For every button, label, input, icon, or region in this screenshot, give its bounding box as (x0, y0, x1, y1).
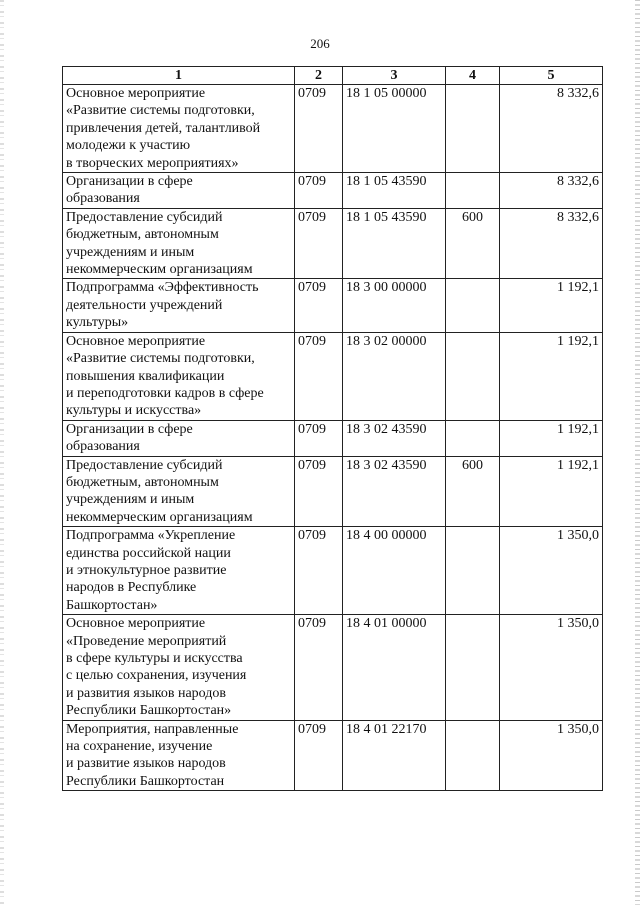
row-name-cell: Подпрограмма «Эффективность деятельности учреждений культуры» (63, 279, 295, 332)
row-name-cell: Основное мероприятие «Развитие системы подготовки, привлечения детей, талантливой молодежи к участию в творческих мероприятиях» (63, 85, 295, 173)
table-row (63, 527, 603, 615)
row-target-code-cell: 18 4 01 22170 (343, 720, 446, 791)
row-expense-type-cell (446, 85, 500, 173)
row-amount-cell: 1 192,1 (500, 420, 603, 456)
row-expense-type-cell (446, 420, 500, 456)
row-target-code-cell: 18 1 05 43590 (343, 173, 446, 209)
row-name-cell: Основное мероприятие «Проведение мероприятий в сфере культуры и искусства с целью сохранения, изучения и развития языков народов Республики Башкортостан» (63, 615, 295, 720)
row-expense-type-cell (446, 615, 500, 720)
row-target-code-cell: 18 3 02 43590 (343, 420, 446, 456)
column-header-target-code: 3 (343, 67, 446, 85)
row-name-cell: Основное мероприятие «Развитие системы подготовки, повышения квалификации и переподготовки кадров в сфере культуры и искусства» (63, 332, 295, 420)
table-row (63, 279, 603, 332)
budget-table (62, 66, 603, 791)
row-amount-cell: 1 192,1 (500, 332, 603, 420)
row-section-cell: 0709 (295, 279, 343, 332)
table-body (63, 85, 603, 791)
row-expense-type-cell (446, 173, 500, 209)
row-amount-cell: 8 332,6 (500, 208, 603, 279)
row-amount-cell: 8 332,6 (500, 173, 603, 209)
table-row (63, 173, 603, 209)
row-name-cell: Предоставление субсидий бюджетным, автономным учреждениям и иным некоммерческим организациям (63, 456, 295, 527)
page-number: 206 (310, 36, 330, 51)
table-row (63, 85, 603, 173)
row-name-cell: Организации в сфере образования (63, 420, 295, 456)
scan-edge-left (0, 0, 4, 905)
row-expense-type-cell (446, 720, 500, 791)
row-section-cell: 0709 (295, 456, 343, 527)
row-name-cell: Предоставление субсидий бюджетным, автономным учреждениям и иным некоммерческим организациям (63, 208, 295, 279)
row-target-code-cell: 18 3 02 43590 (343, 456, 446, 527)
row-expense-type-cell (446, 527, 500, 615)
row-target-code-cell: 18 4 01 00000 (343, 615, 446, 720)
row-amount-cell: 1 350,0 (500, 527, 603, 615)
row-amount-cell: 8 332,6 (500, 85, 603, 173)
row-name-cell: Мероприятия, направленные на сохранение, изучение и развитие языков народов Республики Башкортостан (63, 720, 295, 791)
row-section-cell: 0709 (295, 173, 343, 209)
column-header-section: 2 (295, 67, 343, 85)
row-target-code-cell: 18 1 05 43590 (343, 208, 446, 279)
row-amount-cell: 1 192,1 (500, 279, 603, 332)
table-row (63, 615, 603, 720)
row-expense-type-cell: 600 (446, 456, 500, 527)
row-amount-cell: 1 192,1 (500, 456, 603, 527)
table-row (63, 208, 603, 279)
row-expense-type-cell (446, 279, 500, 332)
row-section-cell: 0709 (295, 720, 343, 791)
row-amount-cell: 1 350,0 (500, 720, 603, 791)
column-header-expense-type: 4 (446, 67, 500, 85)
row-section-cell: 0709 (295, 332, 343, 420)
row-expense-type-cell: 600 (446, 208, 500, 279)
column-header-name: 1 (63, 67, 295, 85)
row-name-cell: Подпрограмма «Укрепление единства российской нации и этнокультурное развитие народов в Республике Башкортостан» (63, 527, 295, 615)
row-expense-type-cell (446, 332, 500, 420)
header-row (63, 67, 603, 85)
table-row (63, 420, 603, 456)
row-target-code-cell: 18 3 00 00000 (343, 279, 446, 332)
column-header-amount: 5 (500, 67, 603, 85)
row-amount-cell: 1 350,0 (500, 615, 603, 720)
row-section-cell: 0709 (295, 527, 343, 615)
table-row (63, 332, 603, 420)
row-name-cell: Организации в сфере образования (63, 173, 295, 209)
row-target-code-cell: 18 1 05 00000 (343, 85, 446, 173)
row-target-code-cell: 18 3 02 00000 (343, 332, 446, 420)
row-section-cell: 0709 (295, 615, 343, 720)
table-header (63, 67, 603, 85)
table-row (63, 720, 603, 791)
table-row (63, 456, 603, 527)
row-section-cell: 0709 (295, 85, 343, 173)
row-section-cell: 0709 (295, 208, 343, 279)
row-target-code-cell: 18 4 00 00000 (343, 527, 446, 615)
scan-edge-right (635, 0, 640, 905)
row-section-cell: 0709 (295, 420, 343, 456)
